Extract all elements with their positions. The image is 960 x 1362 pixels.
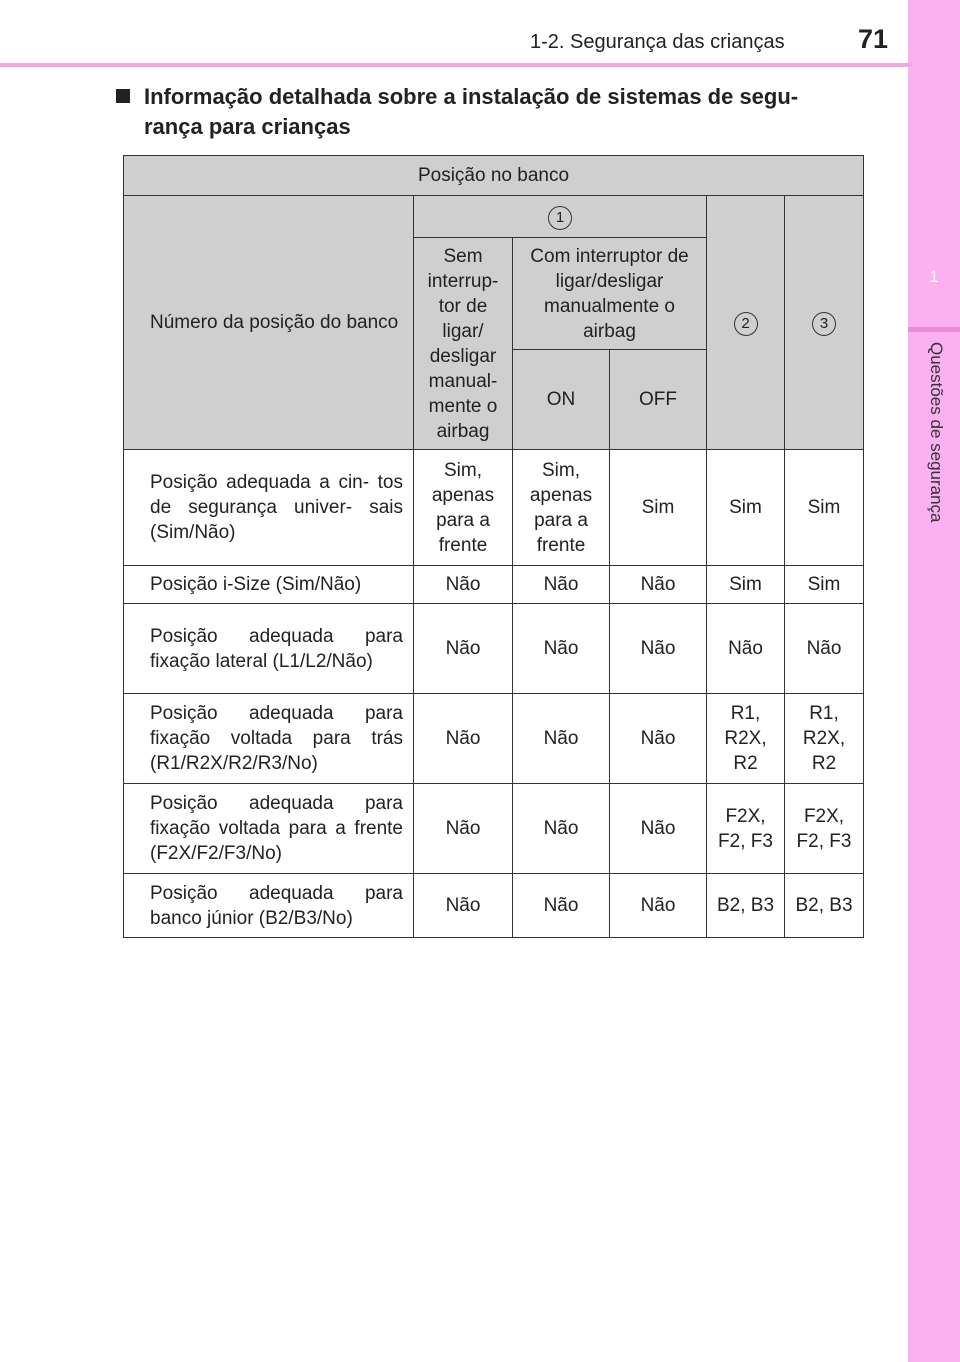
table-header-seat-position: Posição no banco — [124, 156, 864, 196]
row-cell-c4 — [707, 604, 785, 694]
cell-line: R2X, — [724, 728, 767, 749]
row-cell-c2 — [513, 604, 610, 694]
header-seat-number-label: Número da posição do banco — [124, 196, 414, 450]
section-title-line1: Informação detalhada sobre a instalação de sistemas de segu- — [144, 84, 799, 109]
row-cell-c1 — [414, 874, 513, 938]
header-position-3 — [785, 196, 864, 450]
cell-line: apenas — [431, 484, 495, 506]
side-tab — [908, 0, 960, 1362]
cell-line: Não — [445, 638, 481, 659]
chapter-number-box — [908, 235, 960, 327]
row-cell-c5 — [785, 566, 864, 604]
circled-number: 2 — [734, 312, 758, 336]
row-cell-c2 — [513, 874, 610, 938]
cell-line: Não — [445, 818, 481, 839]
row-cell-c2 — [513, 694, 610, 784]
table-row — [124, 566, 864, 604]
cell-line: Sim — [729, 574, 762, 595]
cell-line: para a — [436, 509, 490, 531]
header-off: OFF — [610, 350, 707, 450]
row-cell-c1 — [414, 784, 513, 874]
header-position-1 — [414, 196, 707, 238]
cell-line: R2 — [811, 753, 837, 774]
cell-line: Não — [543, 818, 579, 839]
cell-line: R2 — [733, 753, 758, 774]
cell-line: Não — [640, 818, 676, 839]
row-cell-c4 — [707, 566, 785, 604]
chapter-title-text: Questões de segurança — [927, 342, 946, 523]
header-sem-interruptor: Sem interrup- tor de ligar/ desligar manual- mente o airbag — [414, 238, 513, 450]
cell-line: Sim, — [542, 459, 580, 481]
table-row — [124, 874, 864, 938]
table-row — [124, 604, 864, 694]
cell-line: Não — [806, 638, 842, 659]
row-cell-c3 — [610, 450, 707, 566]
cell-line: Não — [543, 638, 579, 659]
row-label: Posição adequada para banco júnior (B2/B3/No) — [124, 874, 414, 938]
row-cell-c3 — [610, 604, 707, 694]
header-on: ON — [513, 350, 610, 450]
square-bullet-icon — [116, 89, 130, 103]
header-rule — [0, 63, 912, 67]
row-label: Posição adequada para fixação voltada para a frente (F2X/F2/F3/No) — [124, 784, 414, 874]
cell-line: Não — [445, 728, 481, 749]
cell-line: F2, F3 — [796, 830, 852, 852]
cell-line: Não — [640, 728, 676, 749]
chapter-number: 1 — [929, 267, 939, 286]
cell-line: Não — [543, 574, 579, 595]
side-divider — [908, 327, 960, 332]
cell-line: Não — [445, 574, 481, 595]
table-row — [124, 784, 864, 874]
running-header: 1-2. Segurança das crianças — [530, 31, 785, 53]
section-title-line2: rança para crianças — [144, 114, 351, 139]
row-cell-c3 — [610, 784, 707, 874]
row-cell-c2 — [513, 450, 610, 566]
cell-line: frente — [438, 534, 488, 556]
child-seat-table — [123, 155, 864, 938]
cell-line: Sim — [729, 497, 762, 518]
cell-line: F2X, — [725, 805, 766, 827]
chapter-title — [912, 342, 960, 582]
row-cell-c1 — [414, 604, 513, 694]
row-cell-c3 — [610, 566, 707, 604]
cell-line: Não — [543, 895, 579, 916]
row-cell-c4 — [707, 450, 785, 566]
row-label: Posição adequada para fixação voltada para trás (R1/R2X/R2/R3/No) — [124, 694, 414, 784]
cell-line: Não — [445, 895, 481, 916]
cell-line: F2, F3 — [718, 830, 773, 852]
cell-line: B2, B3 — [795, 895, 853, 916]
cell-line: Não — [728, 638, 763, 659]
cell-line: B2, B3 — [716, 895, 775, 916]
cell-line: Sim, — [444, 459, 482, 481]
row-cell-c1 — [414, 566, 513, 604]
table-row — [124, 450, 864, 566]
cell-line: para a — [534, 509, 588, 531]
header-com-interruptor: Com interruptor de ligar/desligar manualmente o airbag — [513, 238, 707, 350]
circled-number: 1 — [548, 206, 572, 230]
cell-line: Sim — [641, 497, 675, 518]
row-label: Posição adequada para fixação lateral (L1/L2/Não) — [124, 604, 414, 694]
cell-line: Não — [543, 728, 579, 749]
circled-number: 3 — [812, 312, 836, 336]
cell-line: frente — [536, 534, 586, 556]
row-cell-c4 — [707, 874, 785, 938]
row-cell-c5 — [785, 874, 864, 938]
cell-line: R2X, — [802, 728, 846, 749]
cell-line: Sim — [807, 574, 841, 595]
cell-line: apenas — [529, 484, 593, 506]
row-cell-c3 — [610, 874, 707, 938]
cell-line: Não — [640, 574, 676, 595]
row-cell-c5 — [785, 694, 864, 784]
table-row — [124, 694, 864, 784]
row-cell-c4 — [707, 694, 785, 784]
row-cell-c2 — [513, 784, 610, 874]
row-cell-c1 — [414, 694, 513, 784]
row-cell-c5 — [785, 450, 864, 566]
cell-line: Não — [640, 638, 676, 659]
row-cell-c3 — [610, 694, 707, 784]
page-number: 71 — [858, 24, 889, 54]
cell-line: F2X, — [803, 805, 845, 827]
row-cell-c1 — [414, 450, 513, 566]
row-cell-c5 — [785, 784, 864, 874]
cell-line: R1, — [730, 703, 761, 724]
cell-line: R1, — [809, 703, 839, 724]
row-label: Posição adequada a cin- tos de segurança univer- sais (Sim/Não) — [124, 450, 414, 566]
row-cell-c5 — [785, 604, 864, 694]
header-position-2 — [707, 196, 785, 450]
cell-line: Não — [640, 895, 676, 916]
cell-line: Sim — [807, 497, 841, 518]
row-cell-c4 — [707, 784, 785, 874]
row-cell-c2 — [513, 566, 610, 604]
row-label: Posição i-Size (Sim/Não) — [124, 566, 414, 604]
